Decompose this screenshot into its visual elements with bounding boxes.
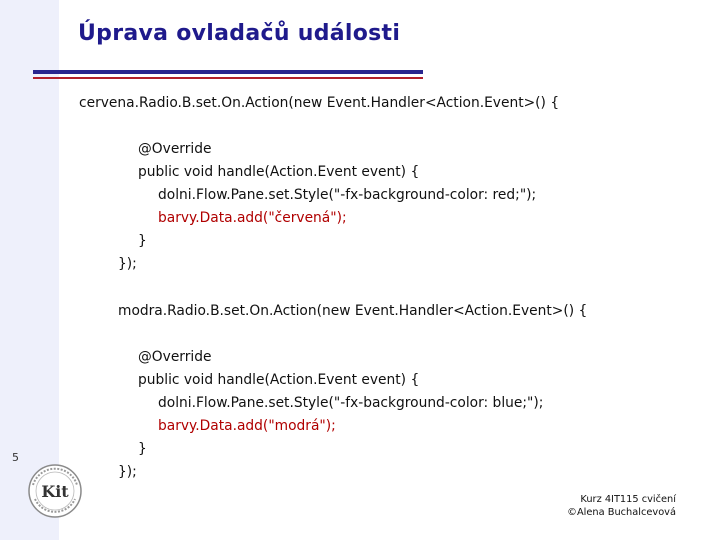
code-line: cervena.Radio.B.set.On.Action(new Event.Handler<Action.Event>() { xyxy=(79,95,560,111)
code-line: }); xyxy=(118,256,137,272)
code-line: dolni.Flow.Pane.set.Style("-fx-background-color: blue;"); xyxy=(158,395,544,411)
code-line: } xyxy=(138,233,147,249)
slide-number: 5 xyxy=(12,451,19,464)
footer-author: ©Alena Buchalcevová xyxy=(567,507,676,518)
code-line-highlight: barvy.Data.add("modrá"); xyxy=(158,418,336,434)
code-line: public void handle(Action.Event event) { xyxy=(138,372,420,388)
logo-text: Kit xyxy=(41,482,69,501)
code-line-highlight: barvy.Data.add("červená"); xyxy=(158,210,347,226)
code-line: public void handle(Action.Event event) { xyxy=(138,164,420,180)
code-line: dolni.Flow.Pane.set.Style("-fx-background-color: red;"); xyxy=(158,187,537,203)
code-line: @Override xyxy=(138,141,212,157)
code-line: }); xyxy=(118,464,137,480)
left-band xyxy=(0,0,59,540)
kit-logo-icon xyxy=(27,463,83,519)
code-line: @Override xyxy=(138,349,212,365)
slide-title: Úprava ovladačů události xyxy=(78,21,401,46)
code-line: } xyxy=(138,441,147,457)
footer-course: Kurz 4IT115 cvičení xyxy=(580,494,676,505)
code-line: modra.Radio.B.set.On.Action(new Event.Handler<Action.Event>() { xyxy=(118,303,588,319)
footer xyxy=(567,493,676,519)
title-underline xyxy=(33,70,423,74)
title-accent-line xyxy=(33,77,423,79)
